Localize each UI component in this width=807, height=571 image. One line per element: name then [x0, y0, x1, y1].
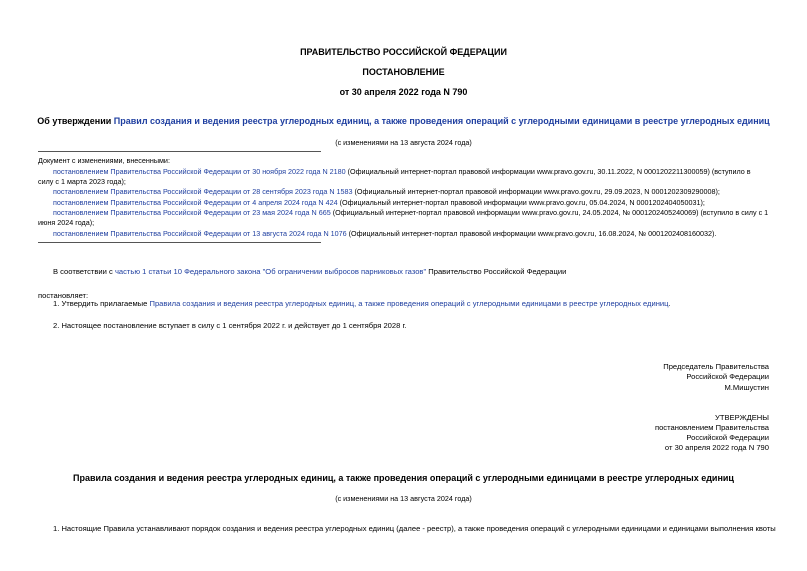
document-title — [0, 116, 807, 126]
preamble-law-link[interactable]: частью 1 статьи 10 Федерального закона "Об ограничении выбросов парниковых газов" — [114, 267, 427, 276]
amendment-link[interactable]: постановлением Правительства Российской Федерации от 13 августа 2024 года N 1076 — [53, 229, 347, 238]
signature-name: М.Мишустин — [724, 383, 769, 392]
document-title-link[interactable]: Правил создания и ведения реестра углеродных единиц, а также проведения операций с углеродными единицами в реестре углеродных единиц — [113, 116, 770, 126]
point-2: 2. Настоящее постановление вступает в силу с 1 сентября 2022 г. и действует до 1 сентября 2028 г. — [53, 321, 407, 330]
rules-paragraph-1: 1. Настоящие Правила устанавливают порядок создания и ведения реестра углеродных единиц (далее - реестр), а также проведения операций с углеродными единицами и единицами выполнения квоты — [53, 524, 776, 533]
document-title-prefix: Об утверждении — [37, 116, 114, 126]
amendment-item — [53, 198, 705, 207]
amendment-text: (Официальный интернет-портал правовой информации www.pravo.gov.ru, 16.08.2024, № 0001202408160032). — [346, 229, 717, 238]
amendment-link[interactable]: постановлением Правительства Российской Федерации от 23 мая 2024 года N 665 — [53, 208, 331, 217]
preamble — [53, 267, 566, 276]
amendments-intro: Документ с изменениями, внесенными: — [38, 156, 170, 165]
approved-country: Российской Федерации — [686, 433, 769, 442]
amendment-text: (Официальный интернет-портал правовой информации www.pravo.gov.ru, 29.09.2023, N 0001202309290008); — [352, 187, 720, 196]
header-document-type: ПОСТАНОВЛЕНИЕ — [362, 67, 445, 77]
amendment-link[interactable]: постановлением Правительства Российской Федерации от 28 сентября 2023 года N 1583 — [53, 187, 353, 196]
point-1-suffix: . — [668, 299, 671, 308]
point-1-rules-link[interactable]: Правила создания и ведения реестра углеродных единиц, а также проведения операций с углеродными единицами в реестре углеродных единиц — [149, 299, 669, 308]
amendment-text: (Официальный интернет-портал правовой информации www.pravo.gov.ru, 24.05.2024, № 0001202405240069) (вступило в силу с 1 — [330, 208, 769, 217]
rules-changes-note: (с изменениями на 13 августа 2024 года) — [335, 494, 472, 503]
header-government: ПРАВИТЕЛЬСТВО РОССИЙСКОЙ ФЕДЕРАЦИИ — [300, 47, 507, 57]
amendment-item — [53, 167, 751, 176]
preamble-suffix: Правительство Российской Федерации — [426, 267, 567, 276]
header-date-number: от 30 апреля 2022 года N 790 — [339, 87, 468, 97]
amendment-item — [53, 208, 768, 217]
amendments-top-divider — [38, 151, 321, 152]
approved-label: УТВЕРЖДЕНЫ — [715, 413, 769, 422]
amendment-item — [53, 187, 720, 196]
amendments-bottom-divider — [38, 242, 321, 243]
amendment-text: (Официальный интернет-портал правовой информации www.pravo.gov.ru, 30.11.2022, N 0001202211300059) (вступило в — [345, 167, 751, 176]
signature-position: Председатель Правительства — [663, 362, 769, 371]
approved-date: от 30 апреля 2022 года N 790 — [664, 443, 769, 452]
rules-title: Правила создания и ведения реестра углеродных единиц, а также проведения операций с углеродными единицами в реестре углеродных единиц — [73, 473, 734, 483]
point-1-prefix: 1. Утвердить прилагаемые — [53, 299, 150, 308]
amendment-text: (Официальный интернет-портал правовой информации www.pravo.gov.ru, 05.04.2024, N 0001202404050031); — [337, 198, 705, 207]
amendment-link[interactable]: постановлением Правительства Российской Федерации от 30 ноября 2022 года N 2180 — [53, 167, 346, 176]
decrees-label: постановляет: — [38, 291, 89, 300]
signature-country: Российской Федерации — [686, 372, 769, 381]
amendment-item-continuation: июня 2024 года); — [38, 218, 95, 227]
point-1 — [53, 299, 671, 308]
approved-by: постановлением Правительства — [654, 423, 769, 432]
amendment-item-continuation: силу с 1 марта 2023 года); — [38, 177, 126, 186]
amendment-item — [53, 229, 716, 238]
changes-note: (с изменениями на 13 августа 2024 года) — [335, 138, 472, 147]
amendment-link[interactable]: постановлением Правительства Российской Федерации от 4 апреля 2024 года N 424 — [53, 198, 338, 207]
preamble-prefix: В соответствии с — [53, 267, 115, 276]
